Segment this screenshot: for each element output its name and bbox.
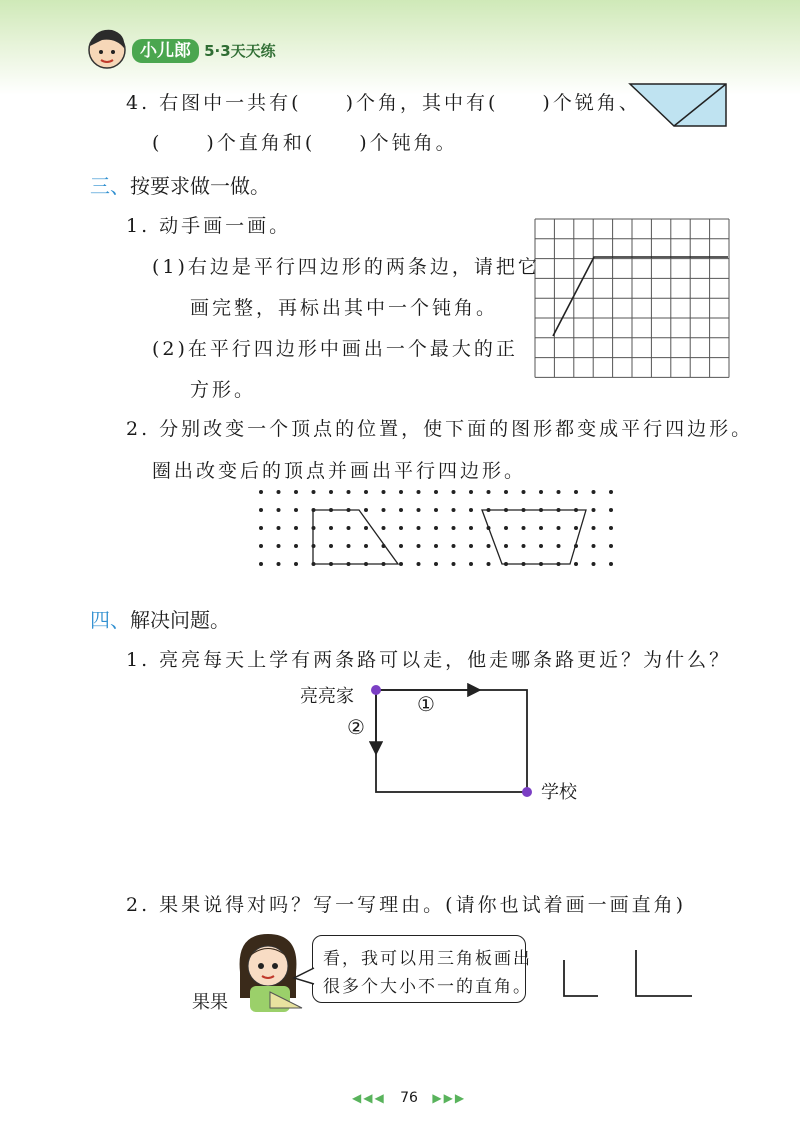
grid-dot [347, 544, 351, 548]
grid-dot [469, 562, 473, 566]
speech-bubble [312, 935, 532, 1003]
footer-right-arrows: ▶▶▶ [432, 1091, 467, 1105]
school-label: 学校 [541, 782, 577, 803]
grid-dot [504, 544, 508, 548]
grid-dot [382, 490, 386, 494]
section4-heading [90, 604, 230, 633]
grid-dot [399, 562, 403, 566]
grid-dot [434, 544, 438, 548]
grid-dot [294, 544, 298, 548]
section3-title: 按要求做一做。 [130, 174, 270, 198]
section4-number: 四、 [90, 608, 130, 632]
grid-dot [294, 490, 298, 494]
grid-dot [417, 508, 421, 512]
grid-dot [259, 526, 263, 530]
grid-dot [259, 508, 263, 512]
grid-dot [452, 490, 456, 494]
grid-dot [557, 544, 561, 548]
grid-dot [364, 508, 368, 512]
grid-dot [434, 562, 438, 566]
grid-dot [277, 490, 281, 494]
brand-name: 小儿郎 [132, 39, 199, 63]
home-point [371, 685, 381, 695]
grid-dot [522, 544, 526, 548]
grid-dot [452, 526, 456, 530]
girl-label: 果果 [192, 992, 228, 1013]
grid-dot [382, 526, 386, 530]
trapezoid-left [313, 510, 398, 564]
s3-q1-part2-b: 方形。 [190, 379, 257, 401]
s3-q1-part1-a: (1)右边是平行四边形的两条边，请把它 [152, 256, 540, 278]
dot-grid [255, 488, 635, 588]
grid-dot [504, 526, 508, 530]
s3-q1-part2-a: (2)在平行四边形中画出一个最大的正 [152, 338, 518, 360]
grid-dot [294, 526, 298, 530]
grid-dot [417, 526, 421, 530]
speech-line2: 很多个大小不一的直角。 [323, 977, 532, 997]
grid-dot [592, 490, 596, 494]
right-angle-examples [556, 950, 696, 1000]
grid-dot [259, 490, 263, 494]
grid-dot [487, 490, 491, 494]
grid-dot [364, 544, 368, 548]
parallelogram-sides [553, 257, 728, 336]
grid-dot [539, 526, 543, 530]
page-number: 76 [400, 1090, 418, 1106]
speech-tail [292, 966, 316, 988]
grid-dot [469, 526, 473, 530]
s3-q2-line2: 圈出改变后的顶点并画出平行四边形。 [152, 460, 527, 482]
grid-dot [574, 562, 578, 566]
grid-dot [487, 562, 491, 566]
grid-dot [609, 508, 613, 512]
grid-dot [539, 490, 543, 494]
grid-dot [574, 490, 578, 494]
grid-dot [259, 544, 263, 548]
grid-dot [329, 526, 333, 530]
s4-q2: 2. 果果说得对吗？写一写理由。(请你也试着画一画直角) [126, 894, 686, 916]
home-label: 亮亮家 [300, 686, 354, 707]
section3-heading [90, 170, 270, 199]
grid-dot [329, 490, 333, 494]
route-diagram [366, 680, 536, 804]
grid-dot [592, 508, 596, 512]
grid-dot [399, 544, 403, 548]
grid-dot [399, 508, 403, 512]
page-footer [352, 1090, 466, 1106]
route2-label: ② [347, 715, 365, 739]
s3-q1-title: 1. 动手画一画。 [126, 215, 292, 237]
grid-dot [557, 490, 561, 494]
brand-logo [132, 36, 276, 61]
grid-dot [417, 562, 421, 566]
right-angle-small [564, 960, 598, 996]
grid-dot [294, 562, 298, 566]
grid-dot [277, 544, 281, 548]
grid-dot [487, 544, 491, 548]
grid-dot [574, 526, 578, 530]
grid-dot [609, 562, 613, 566]
s4-q1: 1. 亮亮每天上学有两条路可以走，他走哪条路更近？为什么？ [126, 649, 732, 671]
grid-dot [347, 526, 351, 530]
grid-dot [434, 508, 438, 512]
grid-dot [364, 526, 368, 530]
grid-dot [382, 508, 386, 512]
s3-q2-line1: 2. 分别改变一个顶点的位置，使下面的图形都变成平行四边形。 [126, 418, 754, 440]
grid-dot [294, 508, 298, 512]
grid-dot [522, 526, 526, 530]
grid-dot [347, 490, 351, 494]
grid-dot [592, 562, 596, 566]
grid-dot [609, 490, 613, 494]
grid-dot [417, 490, 421, 494]
grid-dot [609, 544, 613, 548]
grid-dot [469, 508, 473, 512]
grid-dot [277, 526, 281, 530]
grid-dot [539, 544, 543, 548]
grid-dot [259, 562, 263, 566]
grid-dot [592, 526, 596, 530]
grid-dot [469, 544, 473, 548]
grid-dot [417, 544, 421, 548]
triangle-figure [628, 80, 730, 130]
q4-line1: 4. 右图中一共有( )个角，其中有( )个锐角、 [126, 92, 641, 114]
school-point [522, 787, 532, 797]
drawing-grid [534, 218, 730, 378]
grid-dot [452, 562, 456, 566]
grid-dot [452, 544, 456, 548]
route1-label: ① [417, 692, 435, 716]
grid-dot [399, 526, 403, 530]
series-name: 5·3天天练 [204, 42, 276, 60]
grid-dot [557, 526, 561, 530]
boy-mascot-icon [82, 24, 132, 74]
grid-dot [609, 526, 613, 530]
grid-dot [434, 490, 438, 494]
q4-line2: ( )个直角和( )个钝角。 [152, 132, 458, 154]
s3-q1-part1-b: 画完整，再标出其中一个钝角。 [190, 297, 499, 319]
footer-left-arrows: ◀◀◀ [352, 1091, 386, 1105]
grid-dot [434, 526, 438, 530]
speech-line1: 看，我可以用三角板画出 [323, 949, 532, 969]
grid-dot [452, 508, 456, 512]
section3-number: 三、 [90, 174, 130, 198]
grid-dot [592, 544, 596, 548]
grid-dot [329, 544, 333, 548]
grid-dot [312, 490, 316, 494]
grid-dot [504, 490, 508, 494]
grid-dot [399, 490, 403, 494]
grid-dot [277, 562, 281, 566]
grid-dot [469, 490, 473, 494]
trapezoid-right [482, 510, 586, 564]
grid-dot [522, 490, 526, 494]
grid-dot [277, 508, 281, 512]
section4-title: 解决问题。 [130, 608, 230, 632]
grid-dot [364, 490, 368, 494]
right-angle-large [636, 950, 692, 996]
